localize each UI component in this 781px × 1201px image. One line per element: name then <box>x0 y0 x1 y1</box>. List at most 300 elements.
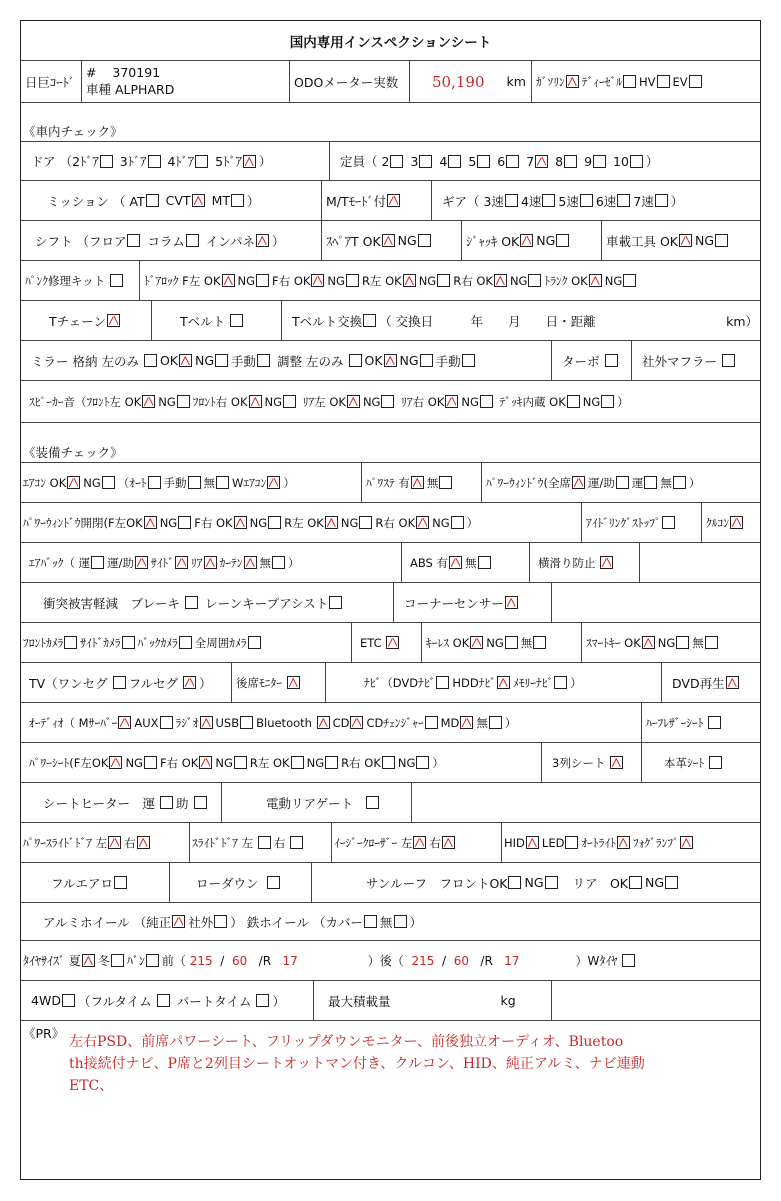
keyless-label: ｷｰﾚｽ OK <box>426 635 470 650</box>
tools-ng-checkbox[interactable] <box>715 234 728 247</box>
cap-2-checkbox[interactable] <box>390 155 403 168</box>
pw-open-fr-ng-label: NG <box>249 515 268 530</box>
md-label: MD <box>440 715 460 730</box>
skid-cell <box>529 543 639 582</box>
etc-checkbox[interactable] <box>386 636 399 649</box>
abs-yes-checkbox[interactable] <box>449 556 462 569</box>
mirror-row <box>21 341 760 381</box>
equipment-section-label: 《装備チェック》 <box>23 444 123 460</box>
adjust-label: 調整 左のみ <box>277 353 344 369</box>
pw-close: ） <box>688 475 701 490</box>
puncture-kit-checkbox[interactable] <box>110 274 123 287</box>
power-steer-none-checkbox[interactable] <box>439 476 452 489</box>
keyless-ok-checkbox[interactable] <box>470 636 483 649</box>
power-gate-checkbox[interactable] <box>366 796 379 809</box>
power-seat-rl-ok-checkbox[interactable] <box>291 756 304 769</box>
mirror-ng-checkbox[interactable] <box>215 354 228 367</box>
psd-left-checkbox[interactable] <box>108 836 121 849</box>
tv-full-checkbox[interactable] <box>183 676 196 689</box>
cap-5-checkbox[interactable] <box>477 155 490 168</box>
fulltime-checkbox[interactable] <box>157 994 170 1007</box>
dvd-checkbox[interactable] <box>726 676 739 689</box>
cd-changer-label: CDﾁｪﾝｼﾞｬｰ <box>366 715 424 730</box>
doorlock-fl-ng-label: NG <box>237 273 256 288</box>
t-chain-checkbox[interactable] <box>107 314 120 327</box>
aircon-ok-checkbox[interactable] <box>67 476 80 489</box>
heater-driver-checkbox[interactable] <box>160 796 173 809</box>
shift-cell <box>21 221 321 260</box>
gear-6-checkbox[interactable] <box>617 194 630 207</box>
light-cell <box>501 823 760 862</box>
navi-label: ﾅﾋﾞ（DVDﾅﾋﾞ <box>364 675 436 690</box>
alumi-close: ） <box>230 914 243 930</box>
power-steer-cell <box>361 463 481 502</box>
sunroof-rear-ok-checkbox[interactable] <box>629 876 642 889</box>
power-seat-fr-ok-checkbox[interactable] <box>199 756 212 769</box>
gear-4-checkbox[interactable] <box>542 194 555 207</box>
shift-floor-checkbox[interactable] <box>127 234 140 247</box>
alumi-aftermarket-checkbox[interactable] <box>214 915 227 928</box>
fourwd-close: ） <box>272 993 285 1009</box>
radio-checkbox[interactable] <box>200 716 213 729</box>
speaker-fl-ng-label: NG <box>158 394 176 409</box>
door-row <box>21 141 760 181</box>
smart-key-ng-label: NG <box>657 635 676 650</box>
w-aircon-checkbox[interactable] <box>267 476 280 489</box>
cap-10-checkbox[interactable] <box>630 155 643 168</box>
alumi-label: アルミホイール （純正 <box>43 914 172 930</box>
inspection-sheet <box>20 20 761 1180</box>
doorlock-rr-ng-label: NG <box>509 273 528 288</box>
airbag-curtain-checkbox[interactable] <box>244 556 257 569</box>
power-window-all-checkbox[interactable] <box>572 476 585 489</box>
sunroof-rear-ng-label: NG <box>645 875 665 890</box>
usb-label: USB <box>215 715 240 730</box>
t-belt-cell <box>151 301 281 340</box>
navi-mem-label: ﾒﾓﾘｰﾅﾋﾞ <box>512 675 554 690</box>
tire-rear-label: ）後（ <box>367 954 404 968</box>
mission-cvt-checkbox[interactable] <box>192 194 205 207</box>
parttime-label: パートタイム <box>176 993 252 1009</box>
smart-key-ok-checkbox[interactable] <box>642 636 655 649</box>
fourwd-checkbox[interactable] <box>62 994 75 1007</box>
airbag-da-checkbox[interactable] <box>135 556 148 569</box>
t-belt-km: km） <box>726 313 758 329</box>
mission-mt-checkbox[interactable] <box>231 194 244 207</box>
sd-right-checkbox[interactable] <box>290 836 303 849</box>
number-prefix: # <box>86 65 97 80</box>
skid-label: 横滑り防止 <box>538 555 596 570</box>
mirror-ok-checkbox[interactable] <box>179 354 192 367</box>
speaker-fr-ok-checkbox[interactable] <box>249 395 262 408</box>
trunk-ng-label: NG <box>604 273 623 288</box>
pw-open-fr-ng-checkbox[interactable] <box>268 516 281 529</box>
dvd-cell <box>661 663 760 702</box>
t-belt-checkbox[interactable] <box>230 314 243 327</box>
heater-row <box>21 783 760 823</box>
sunroof-front-ok-checkbox[interactable] <box>508 876 521 889</box>
side-cam-checkbox[interactable] <box>122 636 135 649</box>
tire-front-rim: 17 <box>282 953 298 968</box>
aircon-none-checkbox[interactable] <box>216 476 229 489</box>
power-window-label: ﾊﾟﾜｰｳｨﾝﾄﾞｳ(全席 <box>486 475 571 490</box>
power-seat-fr-ng-checkbox[interactable] <box>234 756 247 769</box>
keyless-ng-checkbox[interactable] <box>505 636 518 649</box>
mirror-manual-checkbox[interactable] <box>257 354 270 367</box>
spare-ok-checkbox[interactable] <box>382 234 395 247</box>
audio-none-label: 無 <box>476 715 488 730</box>
steel-close: ） <box>409 914 423 930</box>
steel-label: 鉄ホイール （カバー <box>246 914 363 930</box>
deck-label: ﾃﾞｯｷ内蔵 OK <box>499 394 566 409</box>
idle-stop-label: ｱｲﾄﾞﾘﾝｸﾞｽﾄｯﾌﾟ <box>586 515 661 530</box>
power-seat-close: ） <box>432 755 444 770</box>
pw-da-checkbox[interactable] <box>616 476 629 489</box>
cap-6-checkbox[interactable] <box>506 155 519 168</box>
door-3-checkbox[interactable] <box>148 155 161 168</box>
doorlock-rl-ok-checkbox[interactable] <box>403 274 416 287</box>
doorlock-fr-ok-checkbox[interactable] <box>311 274 324 287</box>
heater-empty-cell <box>411 783 760 822</box>
abs-cell <box>401 543 529 582</box>
sunroof-front-ng-checkbox[interactable] <box>545 876 558 889</box>
lowdown-checkbox[interactable] <box>267 876 280 889</box>
adjust-ok-checkbox[interactable] <box>384 354 397 367</box>
cap-7-checkbox[interactable] <box>535 155 548 168</box>
power-seat-rr-ng-label: NG <box>397 755 416 770</box>
doorlock-fl-label: ﾄﾞｱﾛｯｸ F左 OK <box>144 273 221 288</box>
front-cam-checkbox[interactable] <box>64 636 77 649</box>
w-tire-label: ）Wﾀｲﾔ <box>575 954 618 968</box>
cd-checkbox[interactable] <box>350 716 363 729</box>
deck-ng-checkbox[interactable] <box>601 395 614 408</box>
jack-cell <box>461 221 601 260</box>
cap-9-checkbox[interactable] <box>593 155 606 168</box>
audio-mserver-checkbox[interactable] <box>118 716 131 729</box>
smart-key-none-checkbox[interactable] <box>705 636 718 649</box>
speaker-fr-ng-checkbox[interactable] <box>283 395 296 408</box>
power-seat-rr-ng-checkbox[interactable] <box>416 756 429 769</box>
smart-key-none-label: 無 <box>692 635 704 650</box>
fog-checkbox[interactable] <box>680 836 693 849</box>
aux-label: AUX <box>134 715 159 730</box>
shift-panel-checkbox[interactable] <box>256 234 269 247</box>
cap-10-label: 10 <box>613 153 629 169</box>
jack-label: ｼﾞｬｯｷ OK <box>466 233 520 249</box>
header-row <box>21 61 760 103</box>
t-belt-change-checkbox[interactable] <box>363 314 376 327</box>
cd-changer-checkbox[interactable] <box>425 716 438 729</box>
sd-right-label: 右 <box>273 835 286 850</box>
back-cam-checkbox[interactable] <box>179 636 192 649</box>
usb-checkbox[interactable] <box>240 716 253 729</box>
wheel-cell <box>21 903 760 940</box>
navi-mem-checkbox[interactable] <box>554 676 567 689</box>
speaker-rr-ng-checkbox[interactable] <box>480 395 493 408</box>
airbag-none-label: 無 <box>259 555 272 570</box>
speaker-rr-ok-checkbox[interactable] <box>445 395 458 408</box>
interior-section <box>21 103 760 141</box>
audio-none-checkbox[interactable] <box>489 716 502 729</box>
adjust-ng-checkbox[interactable] <box>420 354 433 367</box>
power-seat-fl-ok-checkbox[interactable] <box>109 756 122 769</box>
aircon-manual-checkbox[interactable] <box>188 476 201 489</box>
doorlock-rl-ng-checkbox[interactable] <box>437 274 450 287</box>
half-leather-checkbox[interactable] <box>708 716 721 729</box>
pw-open-rr-ng-checkbox[interactable] <box>451 516 464 529</box>
speaker-fl-ok-checkbox[interactable] <box>142 395 155 408</box>
pw-open-fr-ok-checkbox[interactable] <box>234 516 247 529</box>
audio-row <box>21 703 760 743</box>
led-checkbox[interactable] <box>565 836 578 849</box>
odo-unit: km <box>506 74 526 89</box>
equipment-section <box>21 423 760 463</box>
door-5-checkbox[interactable] <box>243 155 256 168</box>
around-cam-label: 全周囲ｶﾒﾗ <box>194 635 247 650</box>
lowdown-label: ローダウン <box>196 875 259 891</box>
muffler-label: 社外マフラー <box>642 353 718 369</box>
mt-mode-checkbox[interactable] <box>387 194 400 207</box>
pw-open-rr-ok-checkbox[interactable] <box>416 516 429 529</box>
steel-none-label: 無 <box>379 914 393 930</box>
third-row-checkbox[interactable] <box>610 756 623 769</box>
fuel-gasoline-checkbox[interactable] <box>566 75 579 88</box>
aircon-label: ｴｱｺﾝ OK <box>23 475 67 490</box>
gear-label: ギア（ 3速 <box>442 193 504 209</box>
pw-open-fl-label: ﾊﾟﾜｰｳｨﾝﾄﾞｳ開閉(F左OK <box>23 515 143 530</box>
tv-oneseg-checkbox[interactable] <box>113 676 126 689</box>
gear-3-checkbox[interactable] <box>505 194 518 207</box>
doorlock-rl-ng-label: NG <box>418 273 437 288</box>
aircon-auto-checkbox[interactable] <box>148 476 161 489</box>
power-steer-none-label: 無 <box>426 475 439 490</box>
collision-checkbox[interactable] <box>185 596 198 609</box>
mirror-ng-label: NG <box>194 353 215 368</box>
tv-label: TV（ワンセグ <box>29 675 108 691</box>
easy-right-checkbox[interactable] <box>442 836 455 849</box>
title-row <box>21 21 760 61</box>
page-title: 国内専用インスペクションシート <box>289 34 492 51</box>
fuel-diesel-checkbox[interactable] <box>623 75 636 88</box>
w-tire-checkbox[interactable] <box>622 954 635 967</box>
spare-ng-label: NG <box>397 233 417 248</box>
sunroof-rear-ng-checkbox[interactable] <box>665 876 678 889</box>
cruise-checkbox[interactable] <box>730 516 743 529</box>
alumi-genuine-checkbox[interactable] <box>172 915 185 928</box>
power-seat-rl-ng-checkbox[interactable] <box>325 756 338 769</box>
idle-stop-checkbox[interactable] <box>662 516 675 529</box>
t-belt-change-label: Tベルト交換 <box>292 313 363 329</box>
shift-column-checkbox[interactable] <box>186 234 199 247</box>
tools-ng-label: NG <box>695 233 715 248</box>
cap-8-checkbox[interactable] <box>564 155 577 168</box>
deck-ok-checkbox[interactable] <box>567 395 580 408</box>
speaker-fr-label: ﾌﾛﾝﾄ右 OK <box>192 394 248 409</box>
psd-right-checkbox[interactable] <box>137 836 150 849</box>
doorlock-fr-ng-checkbox[interactable] <box>346 274 359 287</box>
gear-7-checkbox[interactable] <box>655 194 668 207</box>
pr-section <box>21 1021 760 1179</box>
sd-left-checkbox[interactable] <box>258 836 271 849</box>
door-4-label: 4ﾄﾞｱ <box>167 154 195 169</box>
md-checkbox[interactable] <box>460 716 473 729</box>
muffler-cell <box>631 341 760 380</box>
around-cam-checkbox[interactable] <box>248 636 261 649</box>
power-steer-yes-checkbox[interactable] <box>411 476 424 489</box>
keyless-none-checkbox[interactable] <box>533 636 546 649</box>
tire-summer-checkbox[interactable] <box>82 954 95 967</box>
fuel-ev-checkbox[interactable] <box>689 75 702 88</box>
fuel-hv-label: HV <box>639 74 656 89</box>
hid-checkbox[interactable] <box>526 836 539 849</box>
stock-number: 370191 <box>112 65 161 80</box>
airbag-side-checkbox[interactable] <box>175 556 188 569</box>
aux-checkbox[interactable] <box>160 716 173 729</box>
mission-at-checkbox[interactable] <box>146 194 159 207</box>
muffler-checkbox[interactable] <box>722 354 735 367</box>
easy-left-checkbox[interactable] <box>413 836 426 849</box>
full-aero-checkbox[interactable] <box>114 876 127 889</box>
jack-ng-checkbox[interactable] <box>556 234 569 247</box>
back-cam-label: ﾊﾞｯｸｶﾒﾗ <box>137 635 178 650</box>
door-2-checkbox[interactable] <box>100 155 113 168</box>
pw-open-fl-ng-checkbox[interactable] <box>178 516 191 529</box>
odo-value: 50,190 <box>432 72 485 91</box>
mt-mode-label: M/Tﾓｰﾄﾞ付 <box>326 193 387 209</box>
cap-2-label: 2 <box>381 153 390 169</box>
full-aero-cell <box>21 863 169 902</box>
cap-4-checkbox[interactable] <box>448 155 461 168</box>
pw-open-rl-ng-checkbox[interactable] <box>359 516 372 529</box>
tv-full-label: フルセグ <box>128 675 179 691</box>
speaker-rl-ng-checkbox[interactable] <box>381 395 394 408</box>
pw-open-rl-label: R左 OK <box>284 515 324 530</box>
keyless-cell <box>421 623 581 662</box>
cap-5-label: 5 <box>468 153 477 169</box>
heater-label: シートヒーター 運 <box>43 795 156 811</box>
capacity-label: 定員（ <box>340 154 378 169</box>
airbag-close: ） <box>288 555 300 570</box>
doorlock-rr-ng-checkbox[interactable] <box>528 274 541 287</box>
tire-winter-checkbox[interactable] <box>111 954 124 967</box>
cap-4-label: 4 <box>439 153 448 169</box>
gear-cell <box>431 181 760 220</box>
skid-checkbox[interactable] <box>600 556 613 569</box>
heater-assist-checkbox[interactable] <box>194 796 207 809</box>
power-seat-rr-ok-checkbox[interactable] <box>382 756 395 769</box>
led-label: LED <box>541 835 565 850</box>
easy-left-label: ｲｰｼﾞｰｸﾛｰｻﾞｰ 左 <box>334 835 413 850</box>
mirror-left-checkbox[interactable] <box>144 354 157 367</box>
steel-none-checkbox[interactable] <box>394 915 407 928</box>
airbag-rear-checkbox[interactable] <box>204 556 217 569</box>
adjust-left-checkbox[interactable] <box>349 354 362 367</box>
navi-hdd-checkbox[interactable] <box>497 676 510 689</box>
pw-open-fl-ok-checkbox[interactable] <box>144 516 157 529</box>
aircon-ng-checkbox[interactable] <box>102 476 115 489</box>
lane-checkbox[interactable] <box>329 596 342 609</box>
doorlock-fl-ok-checkbox[interactable] <box>222 274 235 287</box>
aircon-auto-label: （ｵｰﾄ <box>117 475 147 490</box>
lane-label: レーンキープアシスト <box>204 595 329 611</box>
parttime-checkbox[interactable] <box>256 994 269 1007</box>
shift-row <box>21 221 760 261</box>
navi-cell <box>325 663 661 702</box>
corner-checkbox[interactable] <box>505 596 518 609</box>
jack-ok-checkbox[interactable] <box>520 234 533 247</box>
pw-driver-checkbox[interactable] <box>644 476 657 489</box>
trunk-ng-checkbox[interactable] <box>623 274 636 287</box>
auto-light-label: ｵｰﾄﾗｲﾄ <box>581 835 616 850</box>
tools-ok-checkbox[interactable] <box>679 234 692 247</box>
pw-open-rl-ok-checkbox[interactable] <box>325 516 338 529</box>
fourwd-label: 4WD <box>31 993 61 1008</box>
leather-checkbox[interactable] <box>709 756 722 769</box>
airbag-driver-label: ｴｱﾊﾞｯｸ（ 運 <box>29 555 91 570</box>
etc-label: ETC <box>360 635 382 650</box>
fuel-ev-label: EV <box>672 74 688 89</box>
spare-ng-checkbox[interactable] <box>418 234 431 247</box>
speaker-rl-label: ﾘｱ左 OK <box>302 394 346 409</box>
speaker-close: ） <box>617 394 629 409</box>
psd-left-label: ﾊﾟﾜｰｽﾗｲﾄﾞﾄﾞｱ 左 <box>23 835 108 850</box>
power-seat-fl-ng-checkbox[interactable] <box>144 756 157 769</box>
rear-monitor-checkbox[interactable] <box>287 676 300 689</box>
steel-cover-checkbox[interactable] <box>364 915 377 928</box>
doorlock-rr-ok-checkbox[interactable] <box>494 274 507 287</box>
speaker-rr-ng-label: NG <box>461 394 479 409</box>
trunk-ok-checkbox[interactable] <box>589 274 602 287</box>
speaker-fl-ng-checkbox[interactable] <box>177 395 190 408</box>
auto-light-checkbox[interactable] <box>617 836 630 849</box>
airbag-none-checkbox[interactable] <box>272 556 285 569</box>
radio-label: ﾗｼﾞｵ <box>175 715 199 730</box>
power-seat-fr-label: F右 OK <box>159 755 199 770</box>
door-4-checkbox[interactable] <box>195 155 208 168</box>
tire-van-checkbox[interactable] <box>146 954 159 967</box>
doorlock-fl-ng-checkbox[interactable] <box>256 274 269 287</box>
fuel-hv-checkbox[interactable] <box>657 75 670 88</box>
pw-open-rr-ng-label: NG <box>432 515 450 530</box>
smart-key-ng-checkbox[interactable] <box>676 636 689 649</box>
tire-winter-label: 冬 <box>97 954 110 968</box>
cap-8-label: 8 <box>555 153 564 169</box>
shift-panel-label: インパネ <box>205 233 255 249</box>
speaker-rl-ok-checkbox[interactable] <box>347 395 360 408</box>
pw-none-checkbox[interactable] <box>673 476 686 489</box>
t-belt-change-detail: （ 交換日 年 月 日・距離 <box>379 313 596 329</box>
rear-monitor-label: 後席ﾓﾆﾀｰ <box>236 675 282 690</box>
navi-dvd-checkbox[interactable] <box>436 676 449 689</box>
cap-3-checkbox[interactable] <box>419 155 432 168</box>
gear-5-checkbox[interactable] <box>580 194 593 207</box>
airbag-empty-cell <box>639 543 760 582</box>
collision-cell <box>21 583 393 622</box>
max-load-cell <box>313 981 551 1020</box>
shift-close: ） <box>271 233 285 249</box>
airbag-driver-checkbox[interactable] <box>91 556 104 569</box>
bluetooth-checkbox[interactable] <box>317 716 330 729</box>
door-label: ドア （2ﾄﾞｱ <box>31 154 99 169</box>
smart-key-cell <box>581 623 760 662</box>
turbo-checkbox[interactable] <box>605 354 618 367</box>
adjust-manual-checkbox[interactable] <box>462 354 475 367</box>
dvd-label: DVD再生 <box>672 675 725 691</box>
shift-column-label: コラム <box>147 233 185 249</box>
abs-none-checkbox[interactable] <box>478 556 491 569</box>
speaker-cell <box>21 381 760 422</box>
side-cam-label: ｻｲﾄﾞｶﾒﾗ <box>80 635 121 650</box>
